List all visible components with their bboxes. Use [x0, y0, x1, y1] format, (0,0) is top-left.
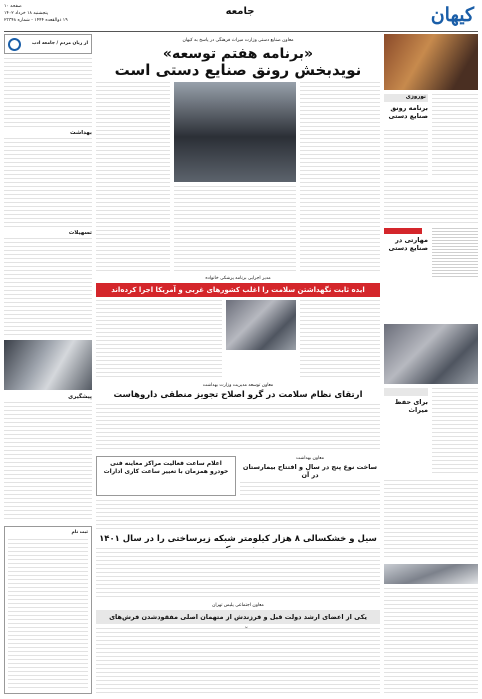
reform-kicker: معاون توسعه مدیریت وزارت بهداشت: [202, 383, 274, 388]
date-line-2: ۱۹ ذوالقعده ۱۴۴۴ - شماره ۲۳۳۴۸: [4, 18, 68, 23]
left-text-4: [4, 402, 92, 522]
left-section-3: پیشگیری: [68, 394, 92, 400]
left-header-icon: [8, 38, 21, 51]
right-photo-2: [384, 564, 478, 584]
left-header-box: [4, 34, 92, 54]
right-photo: [384, 324, 478, 384]
stores-box: [96, 456, 236, 496]
health-text-1: [300, 300, 380, 380]
brief-2-label: [384, 228, 422, 234]
left-box-text: [8, 539, 88, 689]
flood-headline: سیل و خشکسالی ۸ هزار کیلومتر شبکه زیرساختی را در سال ۱۴۰۱: [99, 534, 377, 544]
wood-headline: ساخت نوع پنج در سال و افتتاح بیمارستان در آن: [242, 463, 378, 479]
left-header-text: از زبان مردم / جامعه ادب: [32, 41, 88, 46]
brief-1-label: نوروزی: [384, 94, 428, 102]
left-section-4: ثبت نام: [71, 530, 88, 535]
lead-text-left: [96, 82, 170, 272]
right-text-4: [432, 228, 478, 278]
stores-headline: اعلام ساعت فعالیت مراکز معاینه فنی خودرو همزمان با تغییر ساعت کاری ادارات: [103, 460, 229, 475]
left-column: [4, 34, 92, 694]
health-kicker: مدیر اجرایی برنامه پزشکی خانواده: [205, 276, 271, 281]
lead-photo: [174, 82, 296, 182]
masthead: [0, 0, 482, 34]
right-text-1: [432, 94, 478, 178]
left-box-bottom: [4, 526, 92, 694]
health-photo: [226, 300, 296, 350]
lead-text-mid: [174, 186, 296, 272]
wood-kicker: معاون بهداشت: [296, 456, 324, 461]
bottom-kicker: معاون اجتماعی پلیس تهران: [212, 603, 264, 608]
flood-text: [96, 548, 380, 600]
reform-text: [96, 404, 380, 452]
right-text-6: [384, 480, 478, 560]
reform-headline: ارتقای نظام سلامت در گرو اصلاح تجویز منطقی داروهاست: [113, 390, 363, 400]
left-section-2: تسهیلات: [68, 230, 92, 236]
right-text-2: [384, 130, 428, 178]
bottom-headline: یکی از اعضای ارشد دولت قبل و فرزندش از متهمان اصلی مفقودشدن فرش‌های: [96, 610, 380, 624]
brief-1-title: برنامه رونق صنایع دستی: [388, 104, 428, 120]
section-title: جامعه: [225, 6, 255, 17]
stores-text: [96, 500, 380, 530]
date-line-1: پنجشنبه ۱۸ خرداد ۱۴۰۲: [4, 11, 48, 16]
lead-headline-1: «برنامه هفتم توسعه»: [162, 46, 314, 62]
left-text-2: [4, 138, 92, 228]
brief-3-label: [384, 388, 428, 396]
masthead-rule: [4, 31, 478, 32]
brief-3-title: برای حفظ میراث: [394, 398, 428, 414]
logo-text: کیهان: [430, 4, 474, 26]
left-text-3: [4, 238, 92, 338]
lead-kicker: معاون صنایع دستی وزارت میراث فرهنگی در پاسخ به کیهان: [182, 38, 294, 43]
right-text-3: [384, 182, 478, 224]
right-column: [384, 34, 478, 694]
right-text-5: [432, 388, 478, 474]
ship-image: [384, 34, 478, 90]
page-number: صفحه ۱۰: [4, 4, 22, 9]
brief-2-title: مهارتی در صنایع دستی: [388, 236, 428, 252]
bottom-text: [96, 628, 380, 694]
left-text-1: [4, 58, 92, 128]
lead-text-right: [300, 82, 380, 272]
lead-headline-2: نویدبخش رونق صنایع دستی است: [114, 61, 362, 79]
left-section-1: بهداشت: [70, 130, 92, 136]
wood-text: [240, 482, 380, 498]
health-headline: ایده ثابت نگهداشتن سلامت را اغلب کشورهای غربی و آمریکا اجرا کرده‌اند: [96, 283, 380, 297]
right-text-7: [384, 588, 478, 694]
health-text-2: [96, 300, 222, 380]
logo: [398, 2, 478, 32]
left-ad-image: [4, 340, 92, 390]
